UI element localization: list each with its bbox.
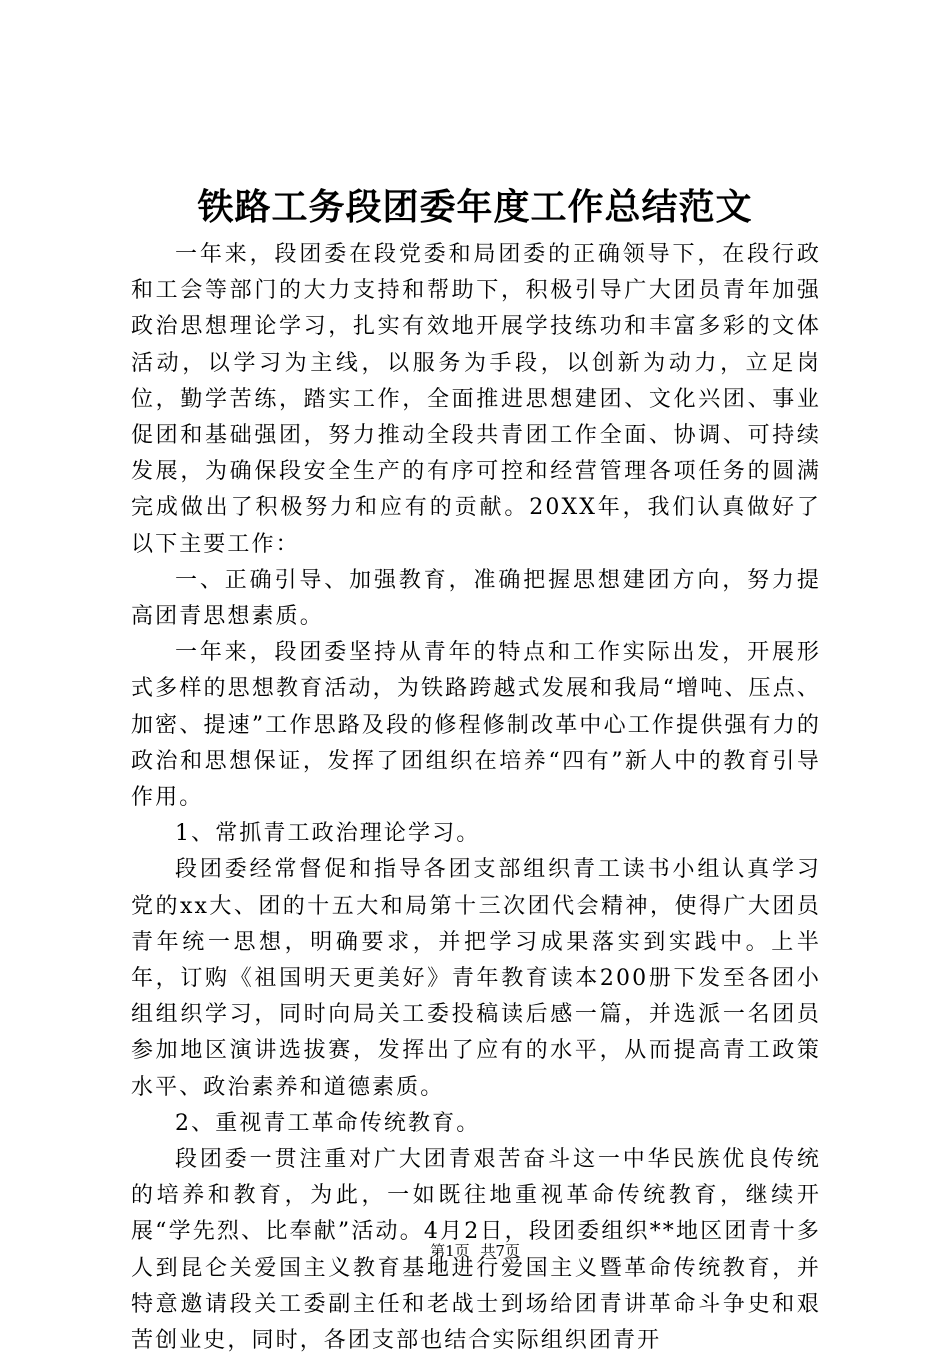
body-paragraph: 一年来，段团委坚持从青年的特点和工作实际出发，开展形式多样的思想教育活动，为铁路跨越式发展和我局“增吨、压点、加密、提速”工作思路及段的修程修制改革中心工作提供强有力的政治和思想保证，发挥了团组织在培养“四有”新人中的教育引导作用。 [131,640,821,811]
body-paragraph: 段团委经常督促和指导各团支部组织青工读书小组认真学习党的xx大、团的十五大和局第十三次团代会精神，使得广大团员青年统一思想，明确要求，并把学习成果落实到实践中。上半年，订购《祖国明天更美好》青年教育读本200册下发至各团小组组织学习，同时向局关工委投稿读后感一篇，并选派一名团员参加地区演讲选拔赛，发挥出了应有的水平，从而提高青工政策水平、政治素养和道德素质。 [131,857,821,1100]
page-number: 第1页 [430,1242,470,1260]
page-total: 共7页 [480,1242,520,1260]
body-paragraph: 一年来，段团委在段党委和局团委的正确领导下，在段行政和工会等部门的大力支持和帮助下，积极引导广大团员青年加强政治思想理论学习，扎实有效地开展学技练功和丰富多彩的文体活动，以学习为主线，以服务为手段，以创新为动力，立足岗位，勤学苦练，踏实工作，全面推进思想建团、文化兴团、事业促团和基础强团，努力推动全段共青团工作全面、协调、可持续发展，为确保段安全生产的有序可控和经营管理各项任务的圆满完成做出了积极努力和应有的贡献。20XX年，我们认真做好了以下主要工作： [131,242,821,557]
section-heading: 一、正确引导、加强教育，准确把握思想建团方向，努力提高团青思想素质。 [131,567,821,630]
document-body [131,237,821,1359]
document-title: 铁路工务段团委年度工作总结范文 [197,186,753,228]
subsection-heading: 2、重视青工革命传统教育。 [175,1110,481,1136]
body-paragraph: 段团委一贯注重对广大团青艰苦奋斗这一中华民族优良传统的培养和教育，为此，一如既往地重视革命传统教育，继续开展“学先烈、比奉献”活动。4月2日，段团委组织**地区团青十多人到昆仑关爱国主义教育基地进行爱国主义暨革命传统教育，并特意邀请段关工委副主任和老战士到场给团青讲革命斗争史和艰苦创业史，同时，各团支部也结合实际组织团青开 [131,1147,821,1354]
page-footer [0,1239,950,1263]
subsection-heading: 1、常抓青工政治理论学习。 [175,821,481,847]
